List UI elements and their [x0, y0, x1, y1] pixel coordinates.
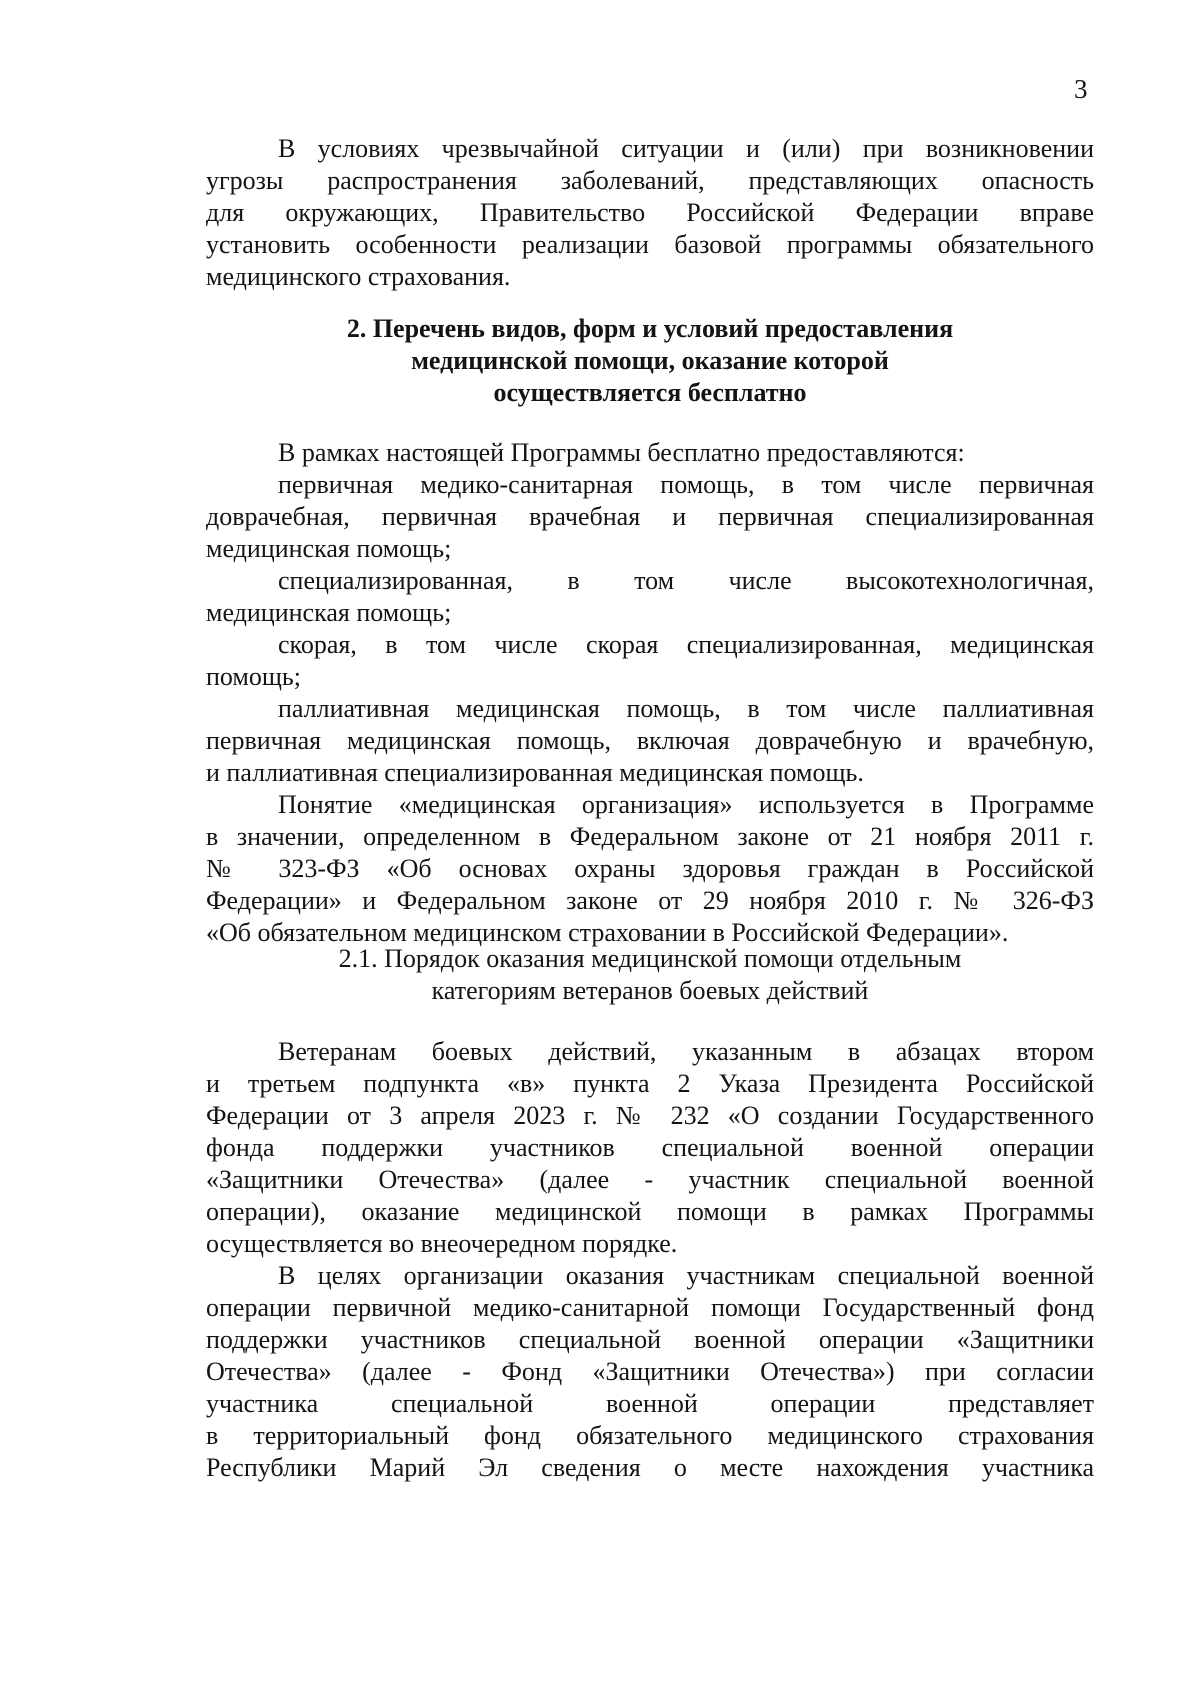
section-2-line: первичная медицинская помощь, включая доврачебную и врачебную, — [206, 726, 1094, 755]
intro-line: угрозы распространения заболеваний, представляющих опасность — [206, 166, 1094, 195]
section-2-1-heading — [206, 943, 1094, 1007]
section-2-line: Федерации» и Федеральном законе от 29 ноября 2010 г. № 326-ФЗ — [206, 886, 1094, 915]
section-2-1-line: осуществляется во внеочередном порядке. — [206, 1229, 678, 1258]
section-2-1-heading-line: категориям ветеранов боевых действий — [431, 976, 869, 1005]
section-2-1-line: операции), оказание медицинской помощи в рамках Программы — [206, 1197, 1094, 1226]
section-2-line: № 323-ФЗ «Об основах охраны здоровья граждан в Российской — [206, 854, 1094, 883]
section-2-heading-line: медицинской помощи, оказание которой — [411, 346, 889, 375]
section-2-1-line: участника специальной военной операции представляет — [206, 1389, 1094, 1418]
section-2-heading — [206, 313, 1094, 409]
intro-line: В условиях чрезвычайной ситуации и (или) при возникновении — [278, 134, 1094, 163]
section-2-line: медицинская помощь; — [206, 598, 452, 627]
section-2-heading-line: 2. Перечень видов, форм и условий предоставления — [346, 314, 954, 343]
section-2-1-line: Отечества» (далее - Фонд «Защитники Отечества») при согласии — [206, 1357, 1094, 1386]
section-2-1-line: Республики Марий Эл сведения о месте нахождения участника — [206, 1453, 1094, 1482]
section-2-1-line: Федерации от 3 апреля 2023 г. № 232 «О создании Государственного — [206, 1101, 1094, 1130]
page-number: 3 — [1074, 74, 1088, 104]
section-2-1-line: и третьем подпункта «в» пункта 2 Указа Президента Российской — [206, 1069, 1094, 1098]
section-2-1-line: в территориальный фонд обязательного медицинского страхования — [206, 1421, 1094, 1450]
section-2-1-line: Ветеранам боевых действий, указанным в абзацах втором — [278, 1037, 1094, 1066]
section-2-1-line: операции первичной медико-санитарной помощи Государственный фонд — [206, 1293, 1094, 1322]
section-2-line: В рамках настоящей Программы бесплатно предоставляются: — [278, 438, 965, 467]
section-2-line: скорая, в том числе скорая специализированная, медицинская — [278, 630, 1094, 659]
section-2-body — [206, 437, 1094, 949]
section-2-line: Понятие «медицинская организация» используется в Программе — [278, 790, 1094, 819]
section-2-heading-line: осуществляется бесплатно — [493, 378, 807, 407]
section-2-line: паллиативная медицинская помощь, в том числе паллиативная — [278, 694, 1094, 723]
section-2-line: в значении, определенном в Федеральном законе от 21 ноября 2011 г. — [206, 822, 1094, 851]
section-2-1-line: поддержки участников специальной военной операции «Защитники — [206, 1325, 1094, 1354]
section-2-line: первичная медико-санитарная помощь, в том числе первичная — [278, 470, 1094, 499]
intro-line: для окружающих, Правительство Российской Федерации вправе — [206, 198, 1094, 227]
section-2-line: «Об обязательном медицинском страховании в Российской Федерации». — [206, 918, 1009, 947]
section-2-1-heading-line: 2.1. Порядок оказания медицинской помощи отдельным — [338, 944, 962, 973]
section-2-1-line: фонда поддержки участников специальной военной операции — [206, 1133, 1094, 1162]
intro-paragraph — [206, 133, 1094, 293]
section-2-1-line: В целях организации оказания участникам специальной военной — [278, 1261, 1094, 1290]
section-2-1-line: «Защитники Отечества» (далее - участник специальной военной — [206, 1165, 1094, 1194]
section-2-line: медицинская помощь; — [206, 534, 452, 563]
section-2-line: помощь; — [206, 662, 301, 691]
section-2-line: доврачебная, первичная врачебная и первичная специализированная — [206, 502, 1094, 531]
intro-line: установить особенности реализации базовой программы обязательного — [206, 230, 1094, 259]
intro-line: медицинского страхования. — [206, 262, 511, 291]
section-2-line: и паллиативная специализированная медицинская помощь. — [206, 758, 864, 787]
section-2-1-body — [206, 1036, 1094, 1484]
section-2-line: специализированная, в том числе высокотехнологичная, — [278, 566, 1094, 595]
